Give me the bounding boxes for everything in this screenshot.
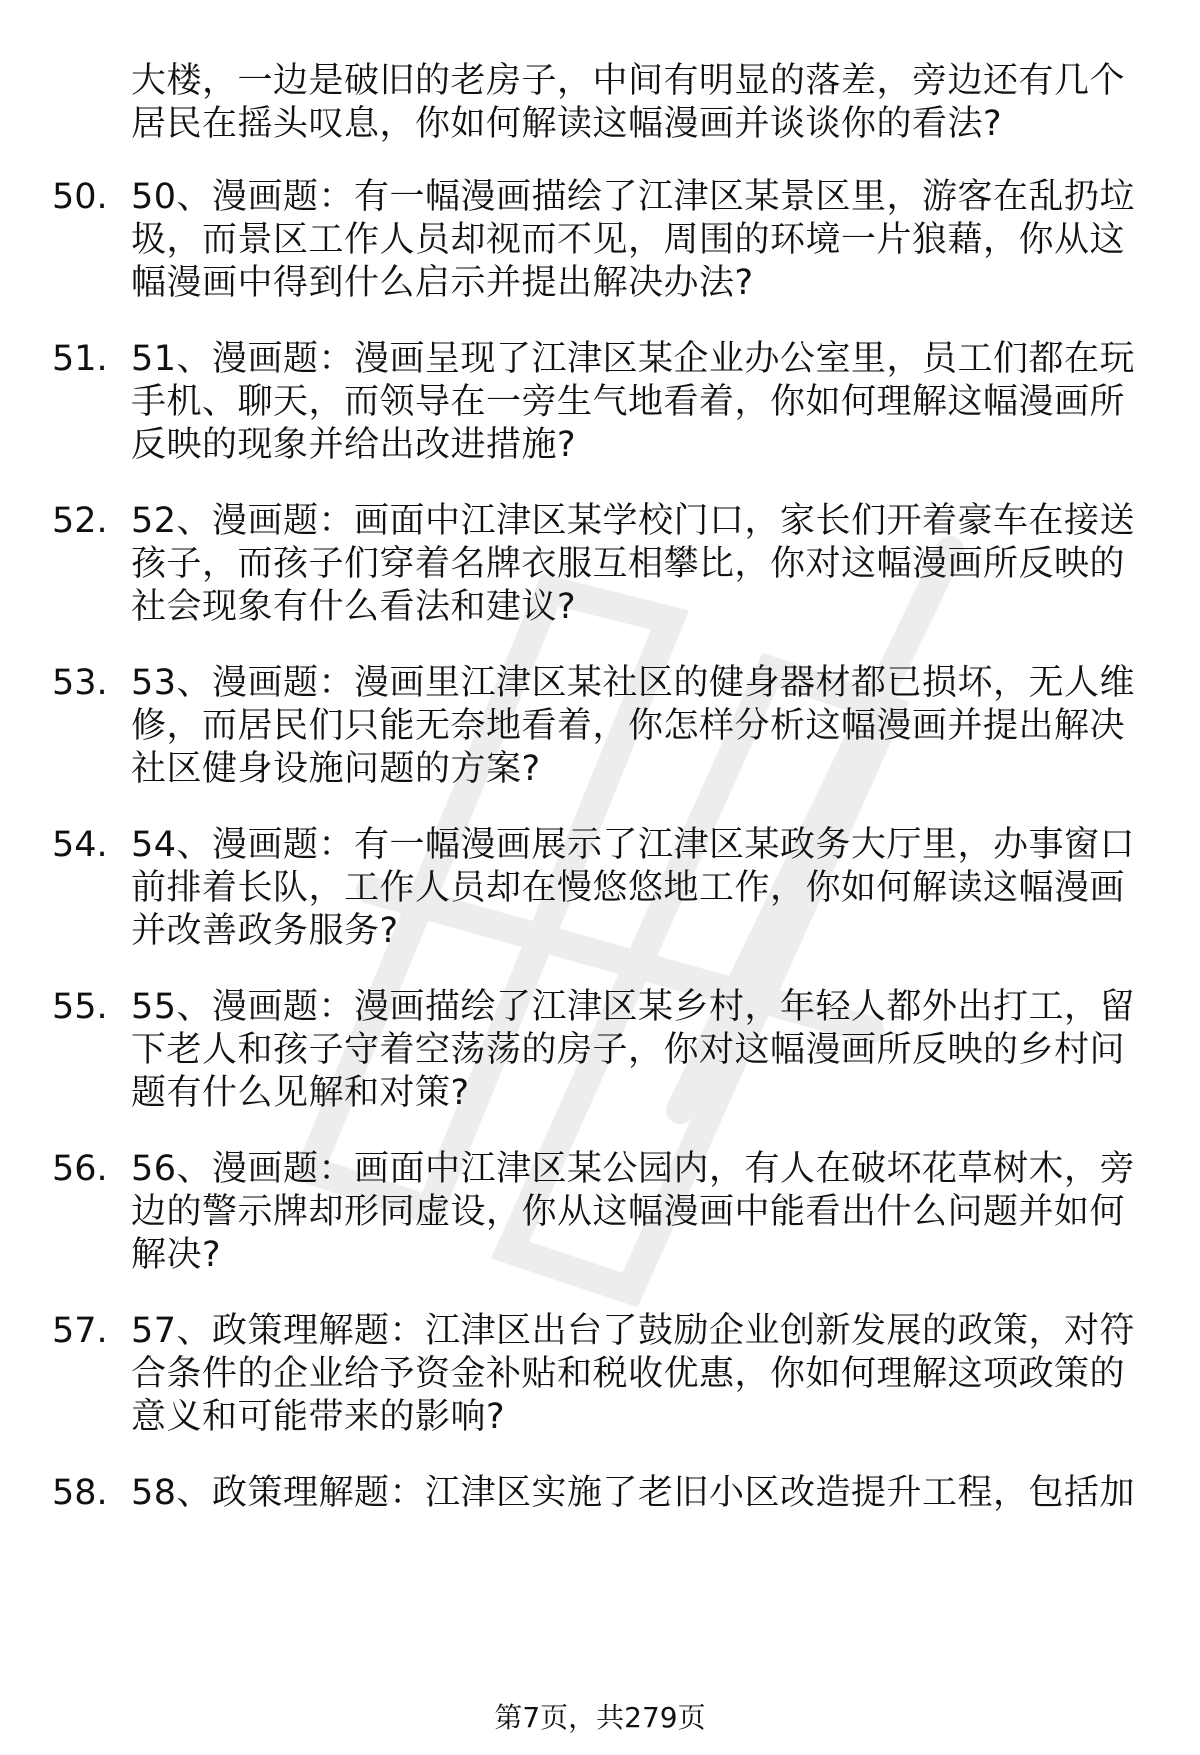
question-number: 54. (52, 825, 108, 865)
question-text: 52、漫画题：画面中江津区某学校门口，家长们开着豪车在接送孩子，而孩子们穿着名牌衣服互相攀比，你对这幅漫画所反映的社会现象有什么看法和建议? (131, 501, 1136, 627)
question-text: 57、政策理解题：江津区出台了鼓励企业创新发展的政策，对符合条件的企业给予资金补贴和税收优惠，你如何理解这项政策的意义和可能带来的影响? (131, 1311, 1136, 1437)
question-text: 51、漫画题：漫画呈现了江津区某企业办公室里，员工们都在玩手机、聊天，而领导在一旁生气地看着，你如何理解这幅漫画所反映的现象并给出改进措施? (131, 339, 1136, 465)
question-number: 53. (52, 663, 108, 703)
continued-question-text: 大楼，一边是破旧的老房子，中间有明显的落差，旁边还有几个居民在摇头叹息，你如何解读这幅漫画并谈谈你的看法? (131, 61, 1126, 144)
page-footer: 第7页，共279页 (494, 1701, 706, 1734)
question-number: 56. (52, 1149, 108, 1189)
question-number: 55. (52, 987, 108, 1027)
question-number: 58. (52, 1473, 108, 1513)
question-number: 50. (52, 177, 108, 217)
question-text: 50、漫画题：有一幅漫画描绘了江津区某景区里，游客在乱扔垃圾，而景区工作人员却视而不见，周围的环境一片狼藉，你从这幅漫画中得到什么启示并提出解决办法? (131, 177, 1136, 303)
question-text: 54、漫画题：有一幅漫画展示了江津区某政务大厅里，办事窗口前排着长队，工作人员却在慢悠悠地工作，你如何解读这幅漫画并改善政务服务? (131, 825, 1136, 951)
question-text: 56、漫画题：画面中江津区某公园内，有人在破坏花草树木，旁边的警示牌却形同虚设，你从这幅漫画中能看出什么问题并如何解决? (131, 1149, 1136, 1275)
question-number: 51. (52, 339, 108, 379)
question-text: 55、漫画题：漫画描绘了江津区某乡村，年轻人都外出打工，留下老人和孩子守着空荡荡的房子，你对这幅漫画所反映的乡村问题有什么见解和对策? (131, 987, 1136, 1113)
question-text: 58、政策理解题：江津区实施了老旧小区改造提升工程，包括加 (131, 1473, 1136, 1513)
question-text: 53、漫画题：漫画里江津区某社区的健身器材都已损坏，无人维修，而居民们只能无奈地看着，你怎样分析这幅漫画并提出解决社区健身设施问题的方案? (131, 663, 1136, 789)
question-number: 52. (52, 501, 108, 541)
question-number: 57. (52, 1311, 108, 1351)
